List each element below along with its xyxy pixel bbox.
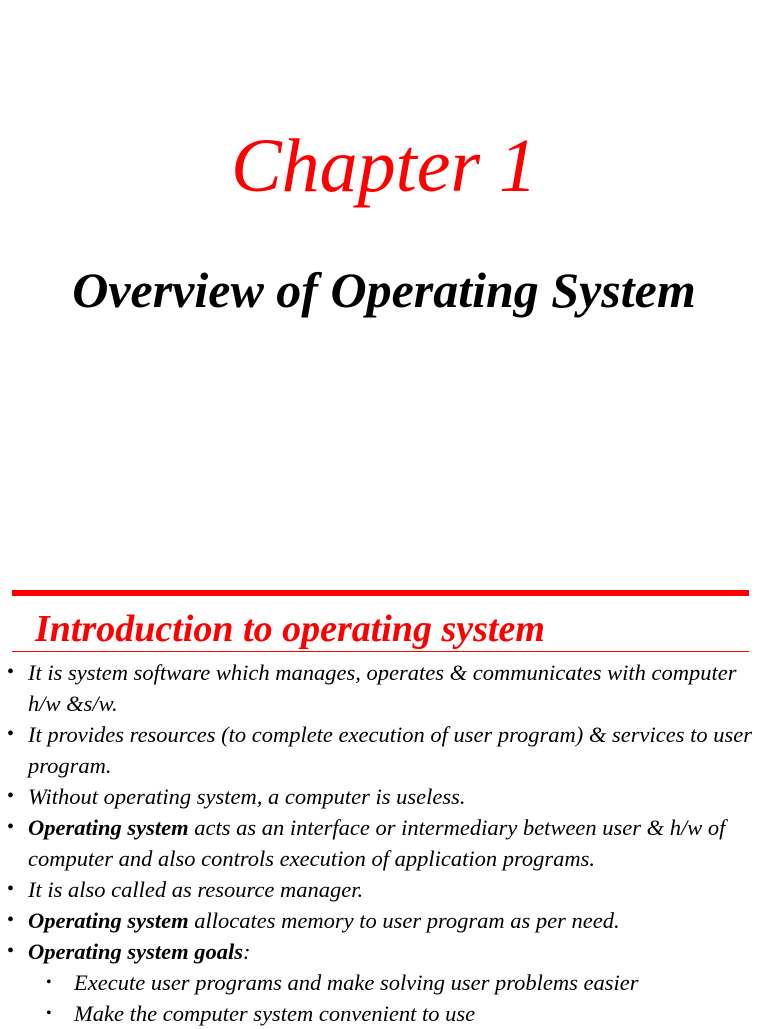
bullet-icon: • <box>7 909 15 931</box>
bullet-text: : <box>243 939 251 964</box>
bullet-item <box>0 781 768 812</box>
bullet-item <box>0 936 768 967</box>
bullet-text: acts as an interface or intermediary between user & h/w of computer and also controls execution of application programs. <box>28 815 726 871</box>
bullet-item <box>0 657 768 719</box>
bullet-text: Without operating system, a computer is useless. <box>28 784 466 809</box>
bullet-bold-term: Operating system <box>28 908 189 933</box>
bullet-bold-term: Operating system goals <box>28 939 244 964</box>
bullet-icon: • <box>7 723 15 745</box>
bullet-item <box>0 874 768 905</box>
bullet-bold-term: Operating system <box>28 815 189 840</box>
chapter-subtitle: Overview of Operating System <box>72 262 696 318</box>
bullet-text: It is also called as resource manager. <box>28 877 364 902</box>
bullet-text: allocates memory to user program as per need. <box>188 908 620 933</box>
chapter-title: Chapter 1 <box>230 124 538 208</box>
bullet-item <box>0 812 768 874</box>
bullet-icon: • <box>7 661 15 683</box>
bullet-item <box>0 905 768 936</box>
slide-divider-bar <box>12 590 749 596</box>
sub-bullet-item <box>0 998 768 1029</box>
bullet-text: It provides resources (to complete execution of user program) & services to user program. <box>28 722 752 778</box>
bullet-list <box>0 657 768 1029</box>
sub-bullet-text: Execute user programs and make solving user problems easier <box>74 970 639 995</box>
sub-bullet-icon: • <box>46 1005 52 1022</box>
bullet-text: It is system software which manages, operates & communicates with computer h/w &s/w. <box>28 660 737 716</box>
bullet-icon: • <box>7 940 15 962</box>
bullet-item <box>0 719 768 781</box>
heading-underline <box>12 651 749 652</box>
sub-bullet-icon: • <box>46 974 52 991</box>
bullet-icon: • <box>7 878 15 900</box>
bullet-icon: • <box>7 816 15 838</box>
bullet-icon: • <box>7 785 15 807</box>
sub-bullet-text: Make the computer system convenient to use <box>74 1001 476 1026</box>
section-heading: Introduction to operating system <box>35 608 545 650</box>
sub-bullet-item <box>0 967 768 998</box>
